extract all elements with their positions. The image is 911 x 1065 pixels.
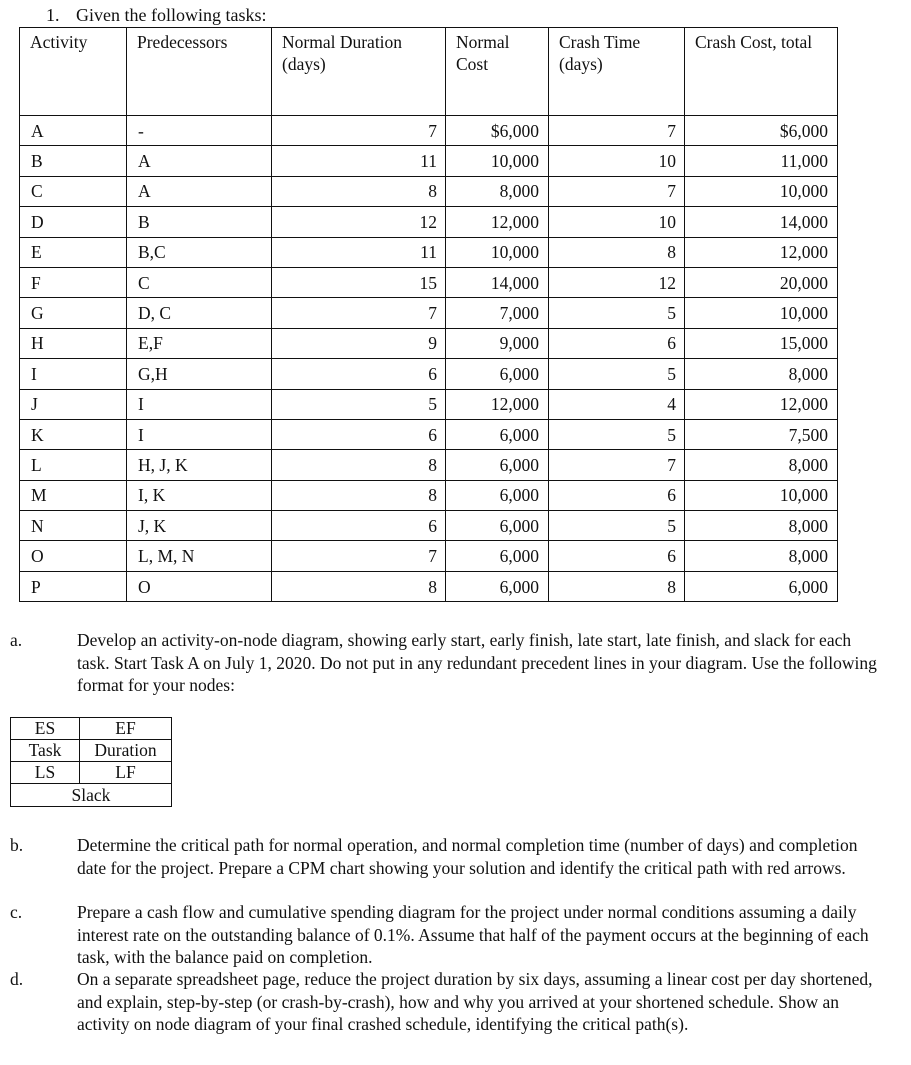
table-row (20, 480, 838, 510)
table-row (20, 511, 838, 541)
cell-predecessors: E,F (127, 328, 272, 358)
cell-normal-duration: 6 (272, 359, 446, 389)
cell-activity: C (20, 176, 127, 206)
cell-activity: F (20, 267, 127, 297)
cell-normal-duration: 5 (272, 389, 446, 419)
cell-normal-cost: 8,000 (446, 176, 549, 206)
cell-normal-cost: 12,000 (446, 389, 549, 419)
cell-normal-cost: 10,000 (446, 237, 549, 267)
cell-normal-duration: 7 (272, 116, 446, 146)
table-row (20, 237, 838, 267)
cell-crash-time: 5 (549, 298, 685, 328)
header-crash-time: Crash Time (days) (549, 28, 685, 116)
cell-crash-cost: 10,000 (685, 298, 838, 328)
cell-crash-cost: $6,000 (685, 116, 838, 146)
heading-number: 1. (46, 5, 60, 25)
cell-normal-duration: 6 (272, 511, 446, 541)
table-row (20, 450, 838, 480)
cell-crash-cost: 8,000 (685, 541, 838, 571)
cell-predecessors: O (127, 571, 272, 601)
section-heading (46, 5, 266, 25)
table-row (20, 571, 838, 601)
table-row (20, 328, 838, 358)
cell-activity: E (20, 237, 127, 267)
table-header-row (20, 28, 838, 116)
cell-crash-cost: 20,000 (685, 267, 838, 297)
cell-crash-cost: 11,000 (685, 146, 838, 176)
node-ef: EF (80, 718, 172, 740)
cell-activity: N (20, 511, 127, 541)
cell-normal-cost: 6,000 (446, 571, 549, 601)
question-d-label: d. (10, 969, 24, 989)
cell-normal-cost: 6,000 (446, 480, 549, 510)
cell-activity: H (20, 328, 127, 358)
cell-predecessors: A (127, 176, 272, 206)
table-row (20, 176, 838, 206)
cell-normal-duration: 11 (272, 237, 446, 267)
cell-normal-duration: 8 (272, 450, 446, 480)
cell-activity: A (20, 116, 127, 146)
cell-crash-cost: 8,000 (685, 359, 838, 389)
node-ls: LS (11, 762, 80, 784)
cell-normal-cost: 6,000 (446, 450, 549, 480)
cell-activity: I (20, 359, 127, 389)
node-lf: LF (80, 762, 172, 784)
cell-predecessors: D, C (127, 298, 272, 328)
cell-predecessors: B,C (127, 237, 272, 267)
cell-activity: B (20, 146, 127, 176)
cell-crash-time: 6 (549, 541, 685, 571)
cell-normal-duration: 7 (272, 298, 446, 328)
cell-normal-duration: 8 (272, 176, 446, 206)
cell-crash-cost: 10,000 (685, 176, 838, 206)
cell-predecessors: H, J, K (127, 450, 272, 480)
header-predecessors: Predecessors (127, 28, 272, 116)
cell-predecessors: - (127, 116, 272, 146)
header-activity: Activity (20, 28, 127, 116)
cell-predecessors: C (127, 267, 272, 297)
cell-normal-duration: 7 (272, 541, 446, 571)
cell-normal-cost: 6,000 (446, 419, 549, 449)
cell-predecessors: G,H (127, 359, 272, 389)
question-b-label: b. (10, 835, 24, 855)
cell-activity: P (20, 571, 127, 601)
cell-crash-time: 6 (549, 328, 685, 358)
table-row (20, 389, 838, 419)
cell-crash-cost: 8,000 (685, 450, 838, 480)
question-a-text: Develop an activity-on-node diagram, showing early start, early finish, late start, late finish, and slack for each task. Start Task A on July 1, 2020. Do not put in any redundant precedent lines in your diagram. Use the following format for your nodes: (77, 630, 877, 695)
cell-crash-cost: 12,000 (685, 389, 838, 419)
heading-text: Given the following tasks: (76, 5, 267, 25)
cell-crash-time: 5 (549, 511, 685, 541)
cell-normal-duration: 15 (272, 267, 446, 297)
node-slack: Slack (11, 784, 172, 807)
cell-crash-cost: 14,000 (685, 207, 838, 237)
cell-crash-time: 5 (549, 359, 685, 389)
table-row (20, 146, 838, 176)
cell-normal-duration: 8 (272, 480, 446, 510)
table-row (20, 207, 838, 237)
cell-normal-cost: $6,000 (446, 116, 549, 146)
table-row (20, 541, 838, 571)
cell-crash-time: 10 (549, 146, 685, 176)
cell-crash-time: 7 (549, 116, 685, 146)
table-row (20, 298, 838, 328)
table-row (20, 359, 838, 389)
header-normal-cost: Normal Cost (446, 28, 549, 116)
question-d-text: On a separate spreadsheet page, reduce the project duration by six days, assuming a linear cost per day shortened, and explain, step-by-step (or crash-by-crash), how and why you arrived at your shortened schedule. Show an activity on node diagram of your final crashed schedule, identifying the critical path(s). (77, 969, 873, 1034)
cell-crash-time: 4 (549, 389, 685, 419)
node-format-box (10, 717, 172, 807)
cell-normal-duration: 12 (272, 207, 446, 237)
question-a-label: a. (10, 630, 23, 650)
cell-normal-duration: 11 (272, 146, 446, 176)
cell-crash-cost: 10,000 (685, 480, 838, 510)
cell-predecessors: J, K (127, 511, 272, 541)
header-crash-cost: Crash Cost, total (685, 28, 838, 116)
cell-predecessors: I (127, 389, 272, 419)
cell-normal-duration: 8 (272, 571, 446, 601)
cell-crash-time: 10 (549, 207, 685, 237)
cell-activity: J (20, 389, 127, 419)
question-c-text: Prepare a cash flow and cumulative spending diagram for the project under normal conditions assuming a daily interest rate on the outstanding balance of 0.1%. Assume that half of the payment occurs at the beginning of each task, with the balance paid on completion. (77, 902, 869, 967)
table-row (20, 267, 838, 297)
cell-normal-cost: 9,000 (446, 328, 549, 358)
cell-activity: O (20, 541, 127, 571)
cell-activity: D (20, 207, 127, 237)
cell-activity: G (20, 298, 127, 328)
table-body (20, 116, 838, 602)
cell-activity: L (20, 450, 127, 480)
cell-activity: K (20, 419, 127, 449)
node-duration: Duration (80, 740, 172, 762)
node-task: Task (11, 740, 80, 762)
question-b-text: Determine the critical path for normal operation, and normal completion time (number of days) and completion date for the project. Prepare a CPM chart showing your solution and identify the critical path with red arrows. (77, 835, 858, 878)
question-c-label: c. (10, 902, 23, 922)
cell-crash-time: 6 (549, 480, 685, 510)
header-normal-duration: Normal Duration (days) (272, 28, 446, 116)
cell-normal-cost: 14,000 (446, 267, 549, 297)
cell-normal-cost: 6,000 (446, 541, 549, 571)
cell-normal-cost: 10,000 (446, 146, 549, 176)
cell-crash-time: 7 (549, 450, 685, 480)
cell-predecessors: A (127, 146, 272, 176)
cell-normal-duration: 9 (272, 328, 446, 358)
cell-crash-time: 8 (549, 571, 685, 601)
cell-activity: M (20, 480, 127, 510)
cell-normal-cost: 6,000 (446, 359, 549, 389)
cell-crash-cost: 8,000 (685, 511, 838, 541)
cell-crash-cost: 15,000 (685, 328, 838, 358)
cell-predecessors: I, K (127, 480, 272, 510)
cell-crash-time: 7 (549, 176, 685, 206)
table-row (20, 419, 838, 449)
cell-predecessors: B (127, 207, 272, 237)
cell-crash-cost: 12,000 (685, 237, 838, 267)
node-es: ES (11, 718, 80, 740)
cell-predecessors: I (127, 419, 272, 449)
cell-crash-cost: 6,000 (685, 571, 838, 601)
cell-crash-time: 5 (549, 419, 685, 449)
cell-normal-duration: 6 (272, 419, 446, 449)
tasks-table (19, 27, 838, 602)
cell-normal-cost: 6,000 (446, 511, 549, 541)
cell-crash-time: 12 (549, 267, 685, 297)
cell-crash-cost: 7,500 (685, 419, 838, 449)
cell-crash-time: 8 (549, 237, 685, 267)
cell-predecessors: L, M, N (127, 541, 272, 571)
cell-normal-cost: 7,000 (446, 298, 549, 328)
table-row (20, 116, 838, 146)
cell-normal-cost: 12,000 (446, 207, 549, 237)
